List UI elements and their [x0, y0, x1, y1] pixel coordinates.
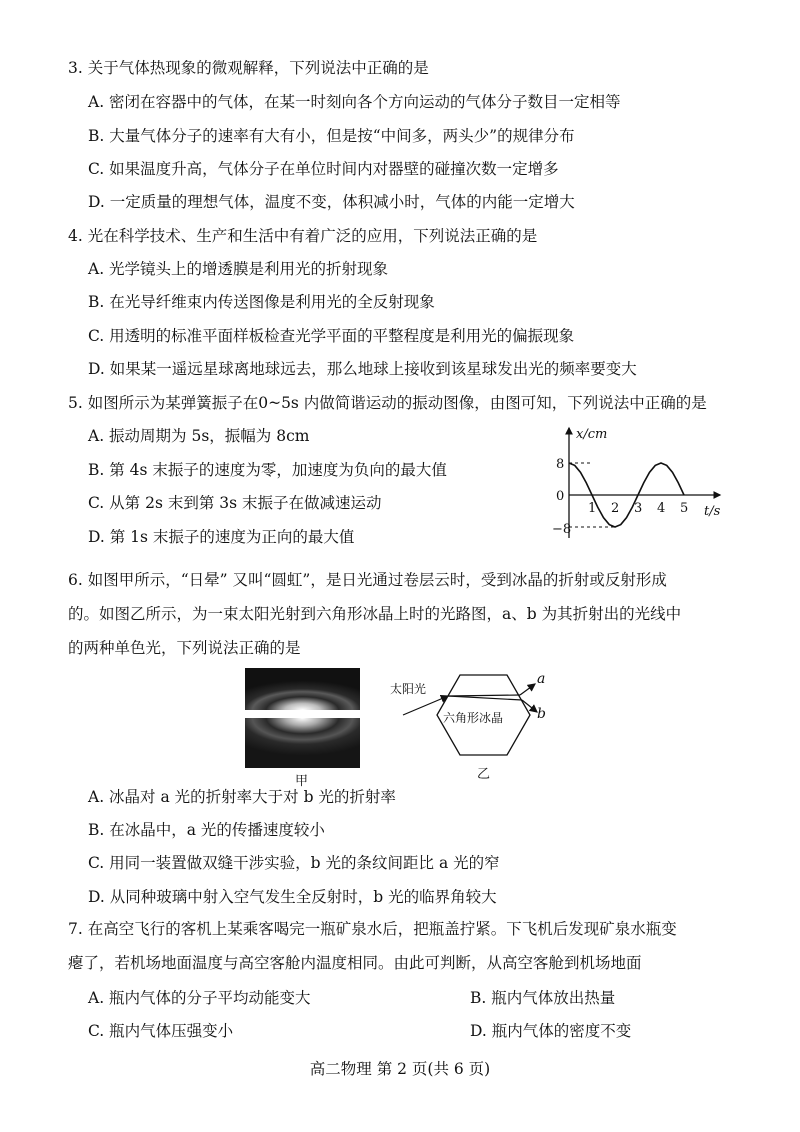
q4-option-a: A. 光学镜头上的增透膜是利用光的折射现象: [88, 260, 389, 278]
q6-option-d: D. 从同种玻璃中射入空气发生全反射时，b 光的临界角较大: [88, 888, 497, 906]
q6-option-c: C. 用同一装置做双缝干涉实验，b 光的条纹间距比 a 光的窄: [88, 854, 500, 872]
page-footer: 高二物理 第 2 页(共 6 页): [309, 1060, 491, 1078]
ray-b-label: b: [537, 706, 546, 722]
q5-stem: 5. 如图所示为某弹簧振子在0~5s 内做简谐运动的振动图像，由图可知，下列说法中正确的是: [68, 394, 707, 412]
q4-stem: 4. 光在科学技术、生产和生活中有着广泛的应用，下列说法正确的是: [68, 227, 538, 245]
q5-option-b: B. 第 4s 末振子的速度为零，加速度为负向的最大值: [88, 461, 447, 479]
q3-option-d: D. 一定质量的理想气体，温度不变，体积减小时，气体的内能一定增大: [88, 193, 575, 211]
figure-yi-label: 乙: [477, 767, 491, 782]
q6-stem: [68, 563, 740, 665]
q7-option-a: A. 瓶内气体的分子平均动能变大: [88, 989, 311, 1007]
q4-option-d: D. 如果某一遥远星球离地球远去，那么地球上接收到该星球发出光的频率要变大: [88, 360, 637, 378]
q4-option-c: C. 用透明的标准平面样板检查光学平面的平整程度是利用光的偏振现象: [88, 327, 575, 345]
ray-a-label: a: [537, 671, 546, 687]
q6-stem-line-2: 的。如图乙所示，为一束太阳光射到六角形冰晶上时的光路图，a、b 为其折射出的光线中: [68, 605, 682, 623]
vibration-graph: [548, 420, 728, 545]
graph-xtick-3: 3: [634, 501, 643, 516]
graph-xtick-5: 5: [680, 501, 689, 516]
q5-option-c: C. 从第 2s 末到第 3s 末振子在做减速运动: [88, 494, 382, 512]
q7-stem: [68, 912, 740, 980]
q7-option-c: C. 瓶内气体压强变小: [88, 1022, 234, 1040]
q3-option-b: B. 大量气体分子的速率有大有小，但是按“中间多，两头少”的规律分布: [88, 127, 575, 145]
graph-xtick-4: 4: [657, 501, 666, 516]
figure-jia-label: 甲: [295, 774, 309, 789]
sunlight-label: 太阳光: [390, 682, 427, 696]
incident-ray: [403, 696, 448, 715]
q6-stem-line-1: 6. 如图甲所示，“日晕” 又叫“圆虹”，是日光通过卷层云时，受到冰晶的折射或反射形成: [68, 571, 667, 589]
q6-stem-line-3: 的两种单色光，下列说法正确的是: [68, 639, 301, 657]
crystal-label: 六角形冰晶: [443, 711, 504, 725]
q3-stem: 3. 关于气体热现象的微观解释，下列说法中正确的是: [68, 59, 429, 77]
q7-stem-line-2: 瘪了，若机场地面温度与高空客舱内温度相同。由此可判断，从高空客舱到机场地面: [68, 954, 642, 972]
q6-option-a: A. 冰晶对 a 光的折射率大于对 b 光的折射率: [88, 788, 396, 806]
q3-option-a: A. 密闭在容器中的气体，在某一时刻向各个方向运动的气体分子数目一定相等: [88, 93, 621, 111]
q7-option-b: B. 瓶内气体放出热量: [470, 989, 616, 1007]
ray-a-out: [520, 684, 535, 695]
halo-photo-bottom: [245, 718, 360, 768]
q6-option-b: B. 在冰晶中，a 光的传播速度较小: [88, 821, 325, 839]
q3-option-c: C. 如果温度升高，气体分子在单位时间内对器壁的碰撞次数一定增多: [88, 160, 559, 178]
graph-xtick-1: 1: [588, 501, 597, 516]
graph-ytick-neg8: −8: [552, 522, 572, 537]
graph-xtick-2: 2: [611, 501, 620, 516]
graph-x-label: t/s: [704, 504, 721, 519]
graph-ytick-8: 8: [556, 457, 565, 472]
q4-option-b: B. 在光导纤维束内传送图像是利用光的全反射现象: [88, 293, 435, 311]
graph-origin-label: 0: [556, 489, 565, 504]
q5-option-d: D. 第 1s 末振子的速度为正向的最大值: [88, 528, 355, 546]
q7-stem-line-1: 7. 在高空飞行的客机上某乘客喝完一瓶矿泉水后，把瓶盖拧紧。下飞机后发现矿泉水瓶变: [68, 920, 677, 938]
graph-y-label: x/cm: [576, 427, 608, 442]
halo-photo-top: [245, 668, 360, 710]
ice-crystal-diagram: [385, 660, 585, 785]
refracted-ray-inside: [448, 695, 520, 696]
q7-option-d: D. 瓶内气体的密度不变: [470, 1022, 632, 1040]
q5-option-a: A. 振动周期为 5s，振幅为 8cm: [88, 427, 310, 445]
inside-ray-split: [448, 696, 522, 700]
